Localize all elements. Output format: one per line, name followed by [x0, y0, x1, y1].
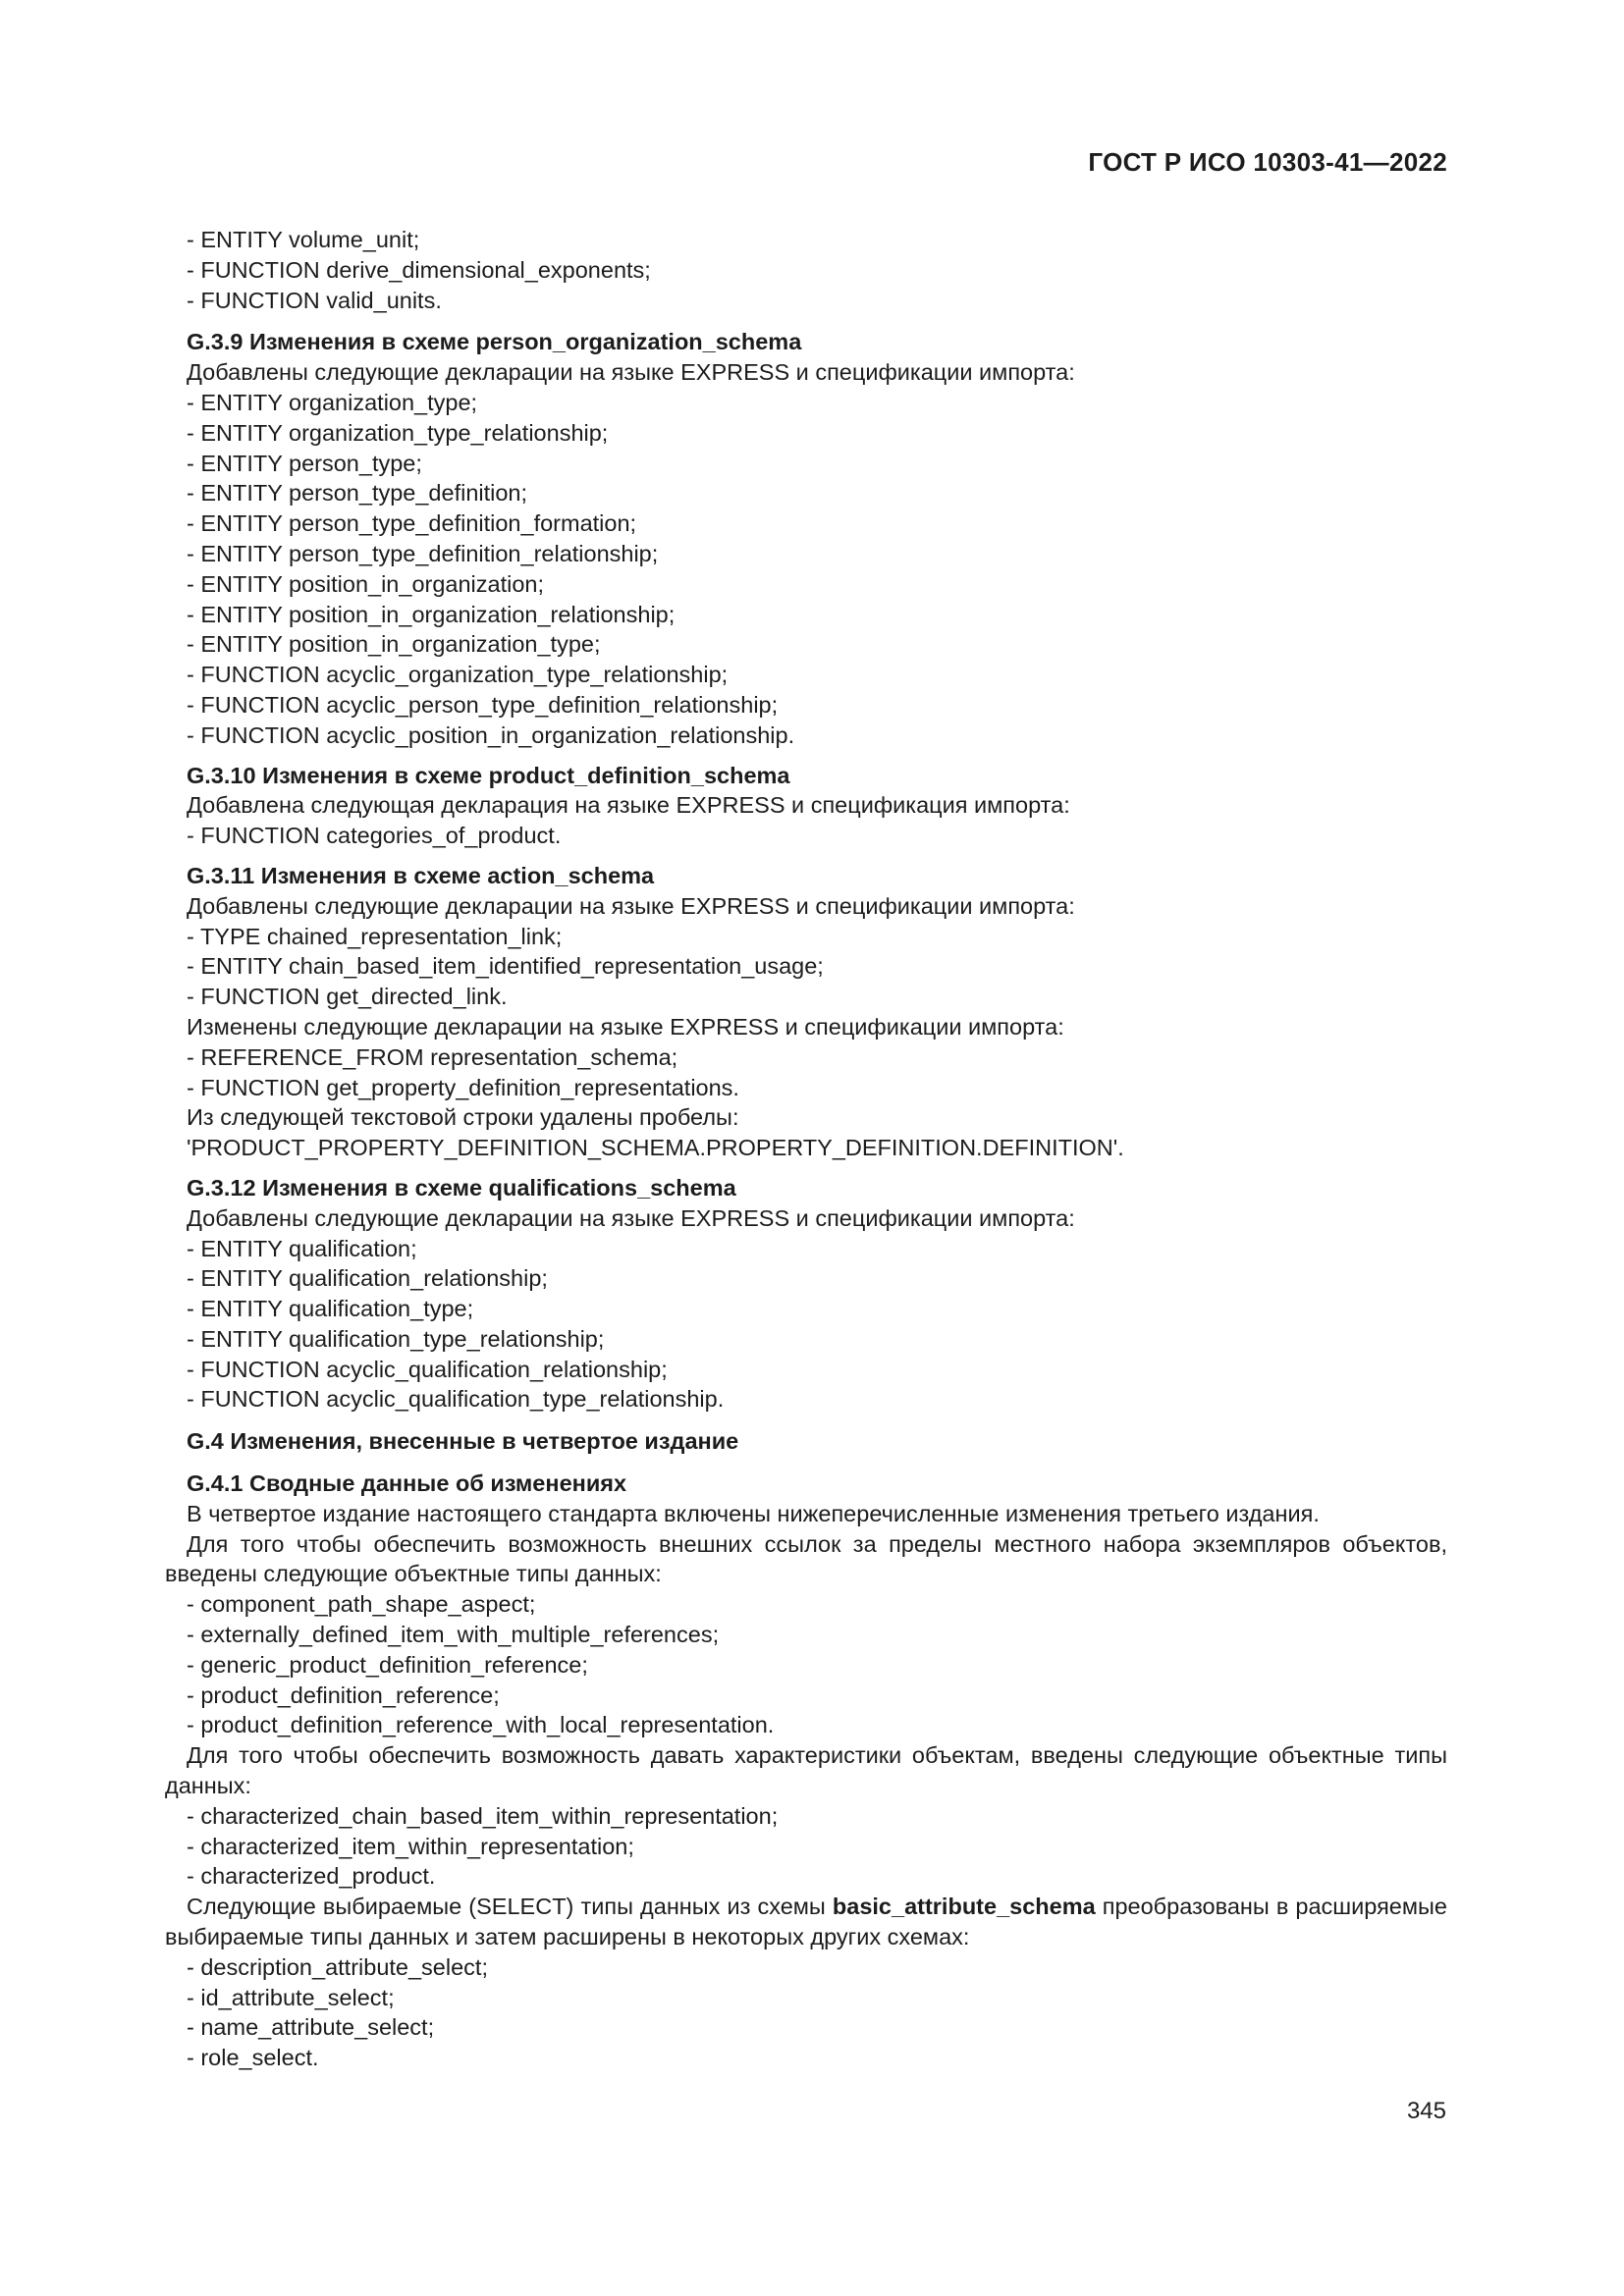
list-item: - ENTITY volume_unit; [165, 225, 1447, 255]
list-item: - ENTITY organization_type; [165, 388, 1447, 418]
list-item: - FUNCTION get_directed_link. [165, 982, 1447, 1012]
section-heading-g311: G.3.11 Изменения в схеме action_schema [187, 862, 655, 888]
paragraph [165, 1892, 1447, 1952]
list-item: - characterized_product. [165, 1861, 1447, 1892]
list-item: - FUNCTION acyclic_qualification_relationship; [165, 1355, 1447, 1385]
section-heading-g41: G.4.1 Сводные данные об изменениях [187, 1470, 627, 1497]
list-item: - TYPE chained_representation_link; [165, 922, 1447, 952]
section-intro: Добавлены следующие декларации на языке EXPRESS и спецификации импорта: [187, 892, 1075, 919]
list-item: - ENTITY organization_type_relationship; [165, 418, 1447, 449]
list-item: - description_attribute_select; [165, 1952, 1447, 1983]
list-item: - characterized_item_within_representation; [165, 1832, 1447, 1862]
list-item: - FUNCTION acyclic_person_type_definition_relationship; [165, 690, 1447, 721]
list-item: - FUNCTION acyclic_position_in_organization_relationship. [165, 721, 1447, 751]
list-item: - ENTITY qualification; [165, 1234, 1447, 1264]
paragraph-text: Следующие выбираемые (SELECT) типы данных из схемы [187, 1894, 833, 1920]
document-header: ГОСТ Р ИСО 10303-41—2022 [1088, 147, 1447, 177]
list-item: - ENTITY qualification_type_relationship; [165, 1324, 1447, 1355]
list-item: - ENTITY person_type; [165, 449, 1447, 479]
page-content [165, 225, 1447, 2073]
list-item: - ENTITY position_in_organization_relationship; [165, 600, 1447, 630]
list-item: - ENTITY qualification_type; [165, 1294, 1447, 1324]
section-heading-g312: G.3.12 Изменения в схеме qualifications_schema [187, 1174, 736, 1201]
list-item: - ENTITY position_in_organization_type; [165, 629, 1447, 660]
list-item: - FUNCTION valid_units. [165, 286, 1447, 316]
quoted-string: 'PRODUCT_PROPERTY_DEFINITION_SCHEMA.PROPERTY_DEFINITION.DEFINITION'. [187, 1135, 1124, 1161]
schema-name: basic_attribute_schema [832, 1894, 1096, 1920]
paragraph-text: преобразованы в расширяемые выбираемые типы данных и затем расширены в некоторых других схемах: [165, 1894, 1447, 1950]
section-intro: Изменены следующие декларации на языке EXPRESS и спецификации импорта: [187, 1013, 1064, 1040]
list-item: - FUNCTION acyclic_organization_type_relationship; [165, 660, 1447, 690]
list-item: - generic_product_definition_reference; [165, 1650, 1447, 1681]
list-item: - ENTITY position_in_organization; [165, 569, 1447, 600]
list-item: - ENTITY chain_based_item_identified_representation_usage; [165, 951, 1447, 982]
list-item: - ENTITY person_type_definition_formation; [165, 508, 1447, 539]
list-item: - FUNCTION categories_of_product. [165, 821, 1447, 851]
list-item: - id_attribute_select; [165, 1983, 1447, 2013]
list-item: - name_attribute_select; [165, 2012, 1447, 2043]
list-item: - component_path_shape_aspect; [165, 1589, 1447, 1620]
list-item: - FUNCTION acyclic_qualification_type_relationship. [165, 1384, 1447, 1415]
section-intro: Добавлены следующие декларации на языке EXPRESS и спецификации импорта: [187, 1204, 1075, 1231]
paragraph: В четвертое издание настоящего стандарта включены нижеперечисленные изменения третьего издания. [187, 1500, 1320, 1526]
paragraph: Для того чтобы обеспечить возможность внешних ссылок за пределы местного набора экземпляров объектов, введены следующие объектные типы данных: [165, 1530, 1447, 1587]
list-item: - ENTITY person_type_definition; [165, 478, 1447, 508]
list-item: - product_definition_reference_with_local_representation. [165, 1710, 1447, 1740]
section-intro: Добавлена следующая декларация на языке EXPRESS и спецификация импорта: [187, 792, 1070, 819]
list-item: - ENTITY qualification_relationship; [165, 1263, 1447, 1294]
list-item: - FUNCTION derive_dimensional_exponents; [165, 255, 1447, 286]
section-heading-g4: G.4 Изменения, внесенные в четвертое издание [187, 1428, 739, 1455]
section-heading-g310: G.3.10 Изменения в схеме product_definition_schema [187, 762, 790, 788]
list-item: - role_select. [165, 2043, 1447, 2073]
page-number: 345 [1406, 2098, 1446, 2124]
list-item: - product_definition_reference; [165, 1681, 1447, 1711]
section-heading-g39: G.3.9 Изменения в схеме person_organization_schema [187, 329, 802, 355]
paragraph: Для того чтобы обеспечить возможность давать характеристики объектам, введены следующие объектные типы данных: [165, 1742, 1447, 1799]
list-item: - characterized_chain_based_item_within_representation; [165, 1801, 1447, 1832]
list-item: - ENTITY person_type_definition_relationship; [165, 539, 1447, 569]
list-item: - FUNCTION get_property_definition_representations. [165, 1073, 1447, 1103]
section-note: Из следующей текстовой строки удалены пробелы: [187, 1104, 739, 1131]
list-item: - REFERENCE_FROM representation_schema; [165, 1042, 1447, 1073]
list-item: - externally_defined_item_with_multiple_references; [165, 1620, 1447, 1650]
section-intro: Добавлены следующие декларации на языке EXPRESS и спецификации импорта: [187, 359, 1075, 386]
